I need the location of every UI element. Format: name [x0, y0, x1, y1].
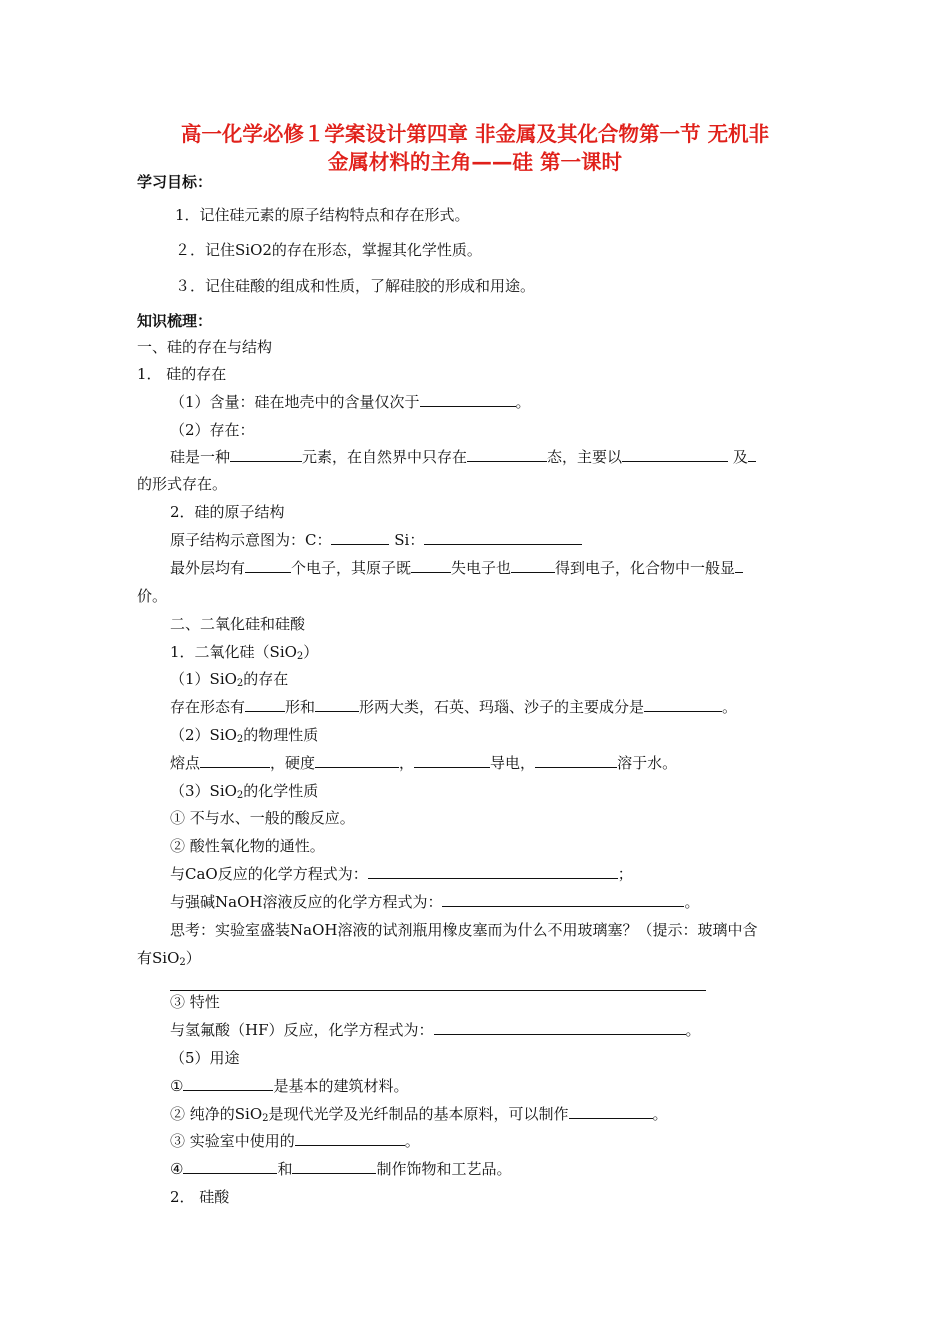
naoh-reaction-line: 与强碱NaOH溶液反应的化学方程式为： 。 — [170, 893, 700, 911]
use-item-2: ② 纯净的SiO$_2$是现代光学及光纤制品的基本原料，可以制作 。 — [170, 1105, 668, 1124]
existence-label: （2）存在： — [170, 421, 255, 439]
blank-electron-count — [245, 558, 291, 573]
blank-element-type — [230, 447, 302, 462]
uses-heading: （5）用途 — [170, 1049, 240, 1067]
sio2-form-line: 存在形态有 形和 形两大类，石英、玛瑙、沙子的主要成分是 。 — [170, 698, 738, 716]
silicon-existence-line: 硅是一种 元素，在自然界中只存在 态，主要以 及 — [170, 447, 756, 467]
chemical-item-1: ① 不与水、一般的酸反应。 — [170, 809, 355, 827]
blank-gain — [511, 558, 555, 573]
knowledge-heading: 知识梳理： — [137, 312, 213, 330]
blank-melting-point — [200, 753, 270, 768]
blank-si-structure — [424, 530, 582, 545]
blank-solubility — [535, 753, 617, 768]
atom-structure-line: 原子结构示意图为：C： Si： — [170, 530, 582, 550]
content-line: （1）含量：硅在地壳中的含量仅次于 。 — [170, 393, 531, 411]
document-title — [120, 120, 830, 176]
blank-building-material — [183, 1076, 273, 1091]
valence-end: 价。 — [137, 587, 168, 605]
blank-form-b — [315, 697, 359, 712]
blank-cao-equation — [368, 864, 618, 879]
existence-end: 的形式存在。 — [137, 475, 228, 493]
section-1-heading: 一、硅的存在与结构 — [137, 338, 273, 356]
blank-content — [420, 392, 516, 407]
hf-reaction-line: 与氢氟酸（HF）反应，化学方程式为： 。 — [170, 1021, 701, 1039]
blank-ornament-2 — [292, 1159, 376, 1174]
answer-line — [170, 990, 706, 991]
title-line-2: 金属材料的主角——硅 第一课时 — [327, 150, 623, 174]
objective-3: ３．记住硅酸的组成和性质，了解硅胶的形成和用途。 — [175, 277, 536, 295]
think-question-line-2: 有SiO$_2$） — [137, 949, 201, 968]
sio2-physical-heading: （2）SiO$_2$的物理性质 — [170, 726, 319, 745]
section-1-2-heading: 2．硅的原子结构 — [170, 503, 285, 521]
objective-2: ２．记住SiO2的存在形态，掌握其化学性质。 — [175, 241, 482, 259]
cao-reaction-line: 与CaO反应的化学方程式为： ； — [170, 865, 633, 883]
blank-conductivity — [414, 753, 490, 768]
use-item-3: ③ 实验室中使用的 。 — [170, 1132, 420, 1150]
blank-naoh-equation — [442, 892, 684, 907]
blank-valence — [735, 558, 743, 573]
outer-electron-line: 最外层均有 个电子，其原子既 失电子也 得到电子，化合物中一般显 — [170, 558, 743, 578]
blank-ornament-1 — [183, 1159, 277, 1174]
blank-optical-product — [569, 1104, 653, 1119]
blank-c-structure — [331, 530, 389, 545]
chemical-item-3: ③ 特性 — [170, 993, 220, 1011]
think-question-line-1: 思考：实验室盛装NaOH溶液的试剂瓶用橡皮塞而为什么不用玻璃塞？（提示：玻璃中含 — [170, 921, 758, 939]
physical-properties-line: 熔点 ，硬度 ， 导电， 溶于水。 — [170, 754, 678, 772]
blank-lose — [411, 558, 451, 573]
blank-hardness — [315, 753, 399, 768]
use-item-1: ① 是基本的建筑材料。 — [170, 1077, 409, 1095]
blank-form-a — [245, 697, 285, 712]
blank-form-2 — [748, 447, 756, 462]
blank-lab-use — [295, 1131, 405, 1146]
objectives-heading: 学习目标： — [137, 173, 213, 191]
section-2-2-heading: 2． 硅酸 — [170, 1188, 230, 1206]
section-2-heading: 二、二氧化硅和硅酸 — [170, 615, 306, 633]
section-1-1-heading: 1． 硅的存在 — [137, 365, 227, 383]
use-item-4: ④ 和 制作饰物和工艺品。 — [170, 1160, 512, 1178]
sio2-existence-heading: （1）SiO$_2$的存在 — [170, 670, 289, 689]
section-2-1-heading: 1．二氧化硅（SiO$_2$） — [170, 643, 319, 662]
objective-1: 1．记住硅元素的原子结构特点和存在形式。 — [175, 206, 470, 224]
blank-form-1 — [622, 447, 728, 462]
blank-hf-equation — [434, 1020, 686, 1035]
chemical-item-2: ② 酸性氧化物的通性。 — [170, 837, 325, 855]
title-line-1: 高一化学必修１学案设计第四章 非金属及其化合物第一节 无机非 — [180, 122, 770, 146]
blank-state — [467, 447, 547, 462]
sio2-chemical-heading: （3）SiO$_2$的化学性质 — [170, 782, 319, 801]
blank-main-component — [644, 697, 722, 712]
